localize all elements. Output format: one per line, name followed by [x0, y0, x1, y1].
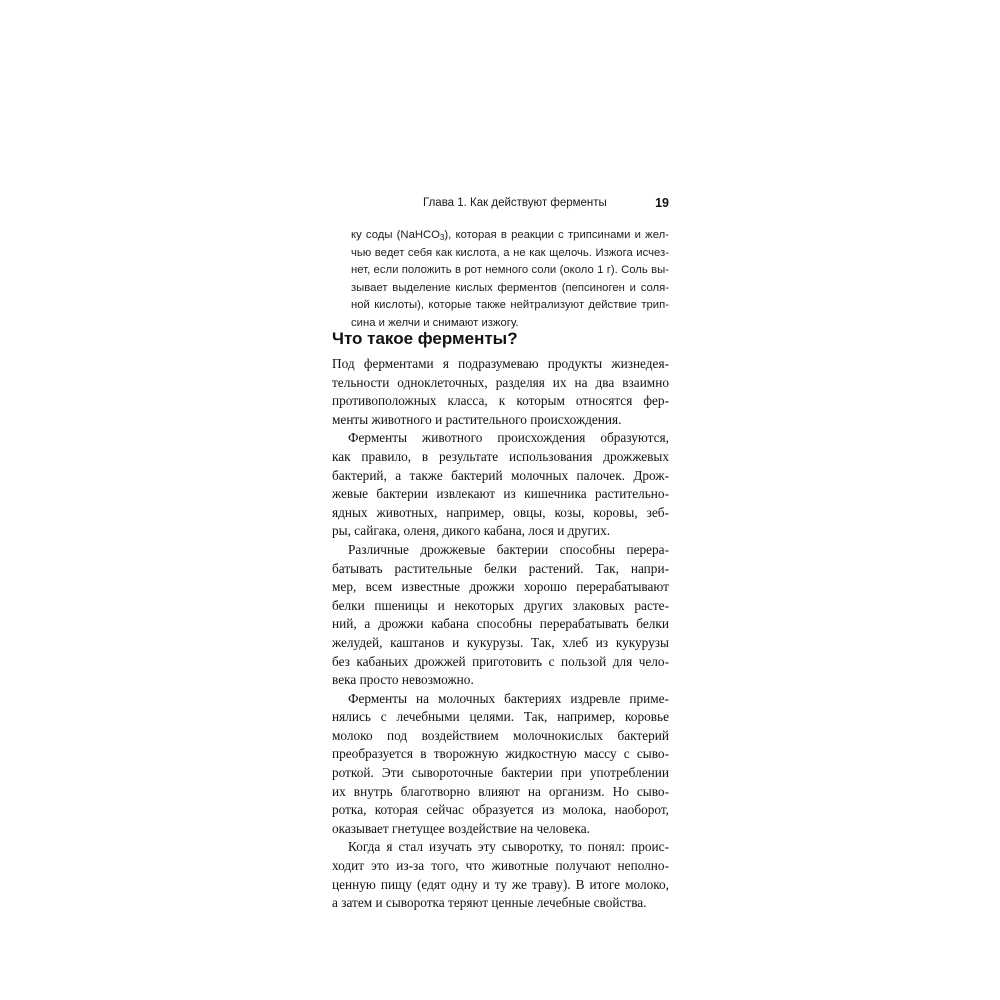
- body-line: а затем и сыворотка теряют ценные лечебные свойства.: [332, 895, 647, 911]
- body-line: ходит это из-за того, что животные получают неполно-: [332, 858, 669, 874]
- body-line: Ферменты на молочных бактериях издревле приме-: [348, 690, 669, 706]
- body-line: мер, всем известные дрожжи хорошо перерабатывают: [332, 579, 669, 595]
- section-heading: Что такое ферменты?: [332, 329, 518, 348]
- sidebar-note-line: [351, 227, 669, 245]
- body-line: ний, а дрожжи кабана способны перерабатывать белки: [332, 616, 669, 632]
- body-line: менты животного и растительного происхождения.: [332, 411, 622, 427]
- body-line: молоко под воздействием молочнокислых бактерий: [332, 727, 669, 743]
- body-line: оказывает гнетущее воздействие на человека.: [332, 820, 590, 836]
- body-line: ротка, которая сейчас образуется из молока, наоборот,: [332, 802, 669, 818]
- body-line: как правило, в результате использования дрожжевых: [332, 448, 669, 464]
- sidebar-note-line-text: ку соды (NaHCO: [351, 229, 440, 241]
- body-line: ядных животных, например, овцы, козы, коровы, зеб-: [332, 504, 669, 520]
- sidebar-note-line: сина и желчи и снимают изжогу.: [351, 316, 519, 329]
- body-line: Ферменты животного происхождения образуются,: [348, 430, 669, 446]
- sidebar-note-line: нет, если положить в рот немного соли (около 1 г). Соль вы-: [351, 264, 669, 277]
- body-line: Когда я стал изучать эту сыворотку, то понял: проис-: [348, 839, 669, 855]
- sidebar-note-line-tail: ), которая в реакции с трипсинами и жел-: [444, 229, 669, 241]
- body-line: ценную пищу (едят одну и ту же траву). В итоге молоко,: [332, 876, 669, 892]
- sidebar-note: [351, 227, 669, 333]
- body-line: противоположных класса, к которым относятся фер-: [332, 393, 669, 409]
- body-line: преобразуется в творожную жидкостную массу с сыво-: [332, 746, 669, 762]
- body-line: нялись с лечебными целями. Так, например, коровье: [332, 709, 669, 725]
- body-line: без кабаньих дрожжей приготовить с пользой для чело-: [332, 653, 669, 669]
- chapter-title: Глава 1. Как действуют ферменты: [423, 197, 607, 209]
- sidebar-note-line: зывает выделение кислых ферментов (пепсиноген и соля-: [351, 281, 669, 294]
- body-line: их внутрь благотворно влияют на организм. Но сыво-: [332, 783, 669, 799]
- page-number: 19: [655, 196, 669, 210]
- body-text: [332, 355, 669, 913]
- body-line: тельности одноклеточных, разделяя их на два взаимно: [332, 374, 669, 390]
- body-line: батывать растительные белки растений. Так, напри-: [332, 560, 669, 576]
- sidebar-note-line: чью ведет себя как кислота, а не как щелочь. Изжога исчез-: [351, 246, 669, 259]
- body-line: века просто невозможно.: [332, 672, 474, 688]
- body-line: желудей, каштанов и кукурузы. Так, хлеб из кукурузы: [332, 634, 669, 650]
- body-line: бактерий, а также бактерий молочных палочек. Дрож-: [332, 467, 669, 483]
- running-head: [333, 196, 669, 214]
- body-line: роткой. Эти сывороточные бактерии при употреблении: [332, 765, 669, 781]
- body-line: Под ферментами я подразумеваю продукты жизнедея-: [332, 356, 669, 371]
- body-line: белки пшеницы и некоторых других злаковых расте-: [332, 597, 669, 613]
- sidebar-note-line: ной кислоты), которые также нейтрализуют действие трип-: [351, 299, 669, 312]
- body-line: жевые бактерии извлекают из кишечника растительно-: [332, 486, 669, 502]
- body-line: Различные дрожжевые бактерии способны перера-: [348, 541, 669, 557]
- formula-subscript: 3: [439, 233, 445, 242]
- body-line: ры, сайгака, оленя, дикого кабана, лося и других.: [332, 523, 611, 539]
